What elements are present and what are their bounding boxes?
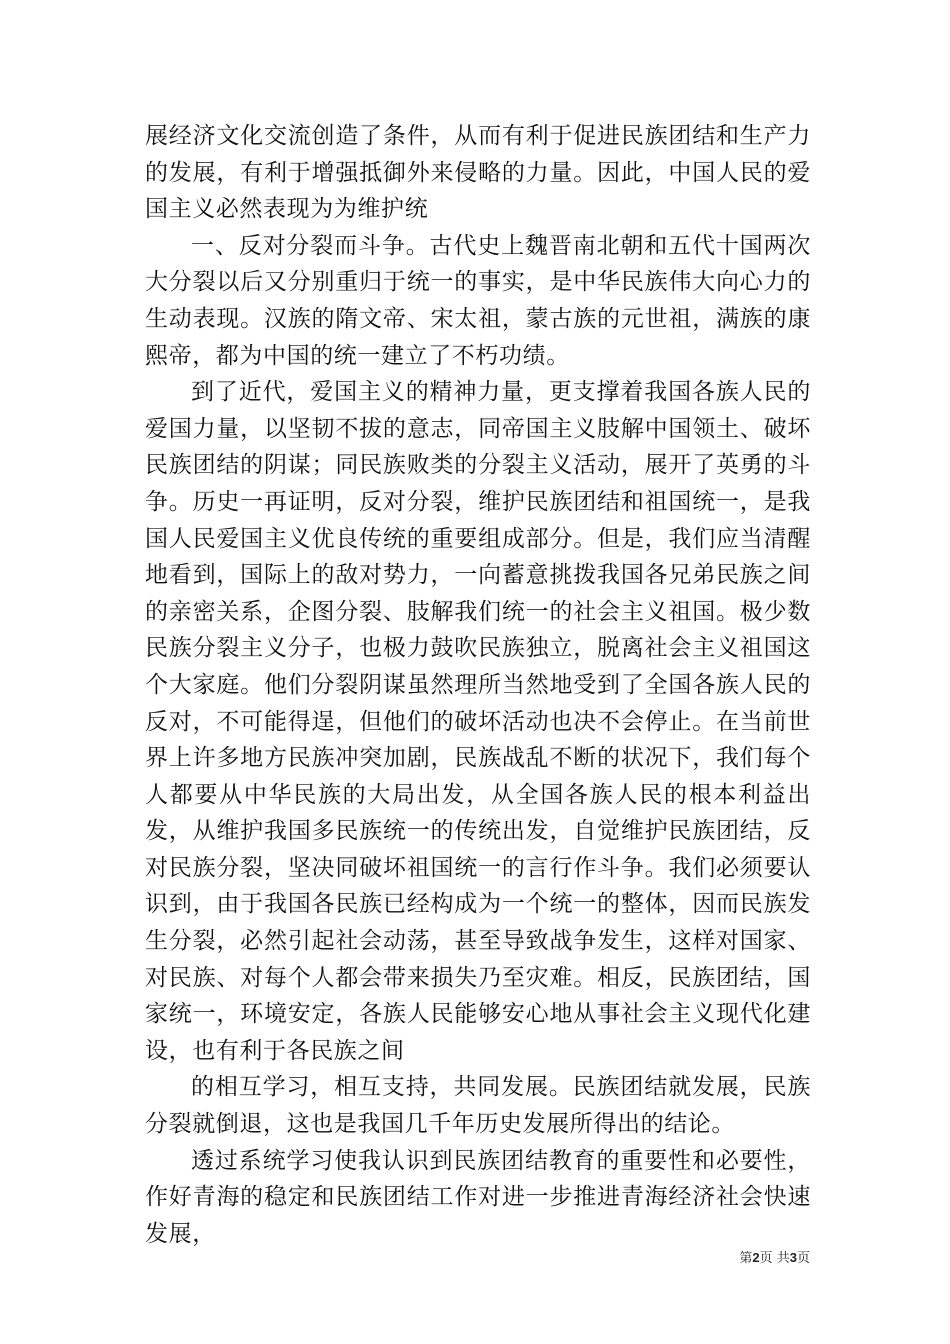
total-page-number: 3 xyxy=(789,1250,797,1265)
paragraph-5: 透过系统学习使我认识到民族团结教育的重要性和必要性，作好青海的稳定和民族团结工作对进一步推进青海经济社会快速发展， xyxy=(145,1147,811,1247)
page-footer xyxy=(690,1247,810,1266)
footer-suffix: 页 xyxy=(796,1251,810,1266)
footer-prefix: 第 xyxy=(739,1251,753,1266)
paragraph-4: 的相互学习，相互支持，共同发展。民族团结就发展，民族分裂就倒退，这也是我国几千年历史发展所得出的结论。 xyxy=(145,1074,811,1138)
current-page-number: 2 xyxy=(752,1250,760,1265)
paragraph-1: 展经济文化交流创造了条件，从而有利于促进民族团结和生产力的发展，有利于增强抵御外来侵略的力量。因此，中国人民的爱国主义必然表现为为维护统 xyxy=(145,123,811,223)
document-page xyxy=(145,118,811,1252)
paragraph-3: 到了近代，爱国主义的精神力量，更支撑着我国各族人民的爱国力量，以坚韧不拔的意志，同帝国主义肢解中国领土、破坏民族团结的阴谋；同民族败类的分裂主义活动，展开了英勇的斗争。历史一再证明，反对分裂，维护民族团结和祖国统一，是我国人民爱国主义优良传统的重要组成部分。但是，我们应当清醒地看到，国际上的敌对势力，一向蓄意挑拨我国各兄弟民族之间的亲密关系，企图分裂、肢解我们统一的社会主义祖国。极少数民族分裂主义分子，也极力鼓吹民族独立，脱离社会主义祖国这个大家庭。他们分裂阴谋虽然理所当然地受到了全国各族人民的反对，不可能得逞，但他们的破坏活动也决不会停止。在当前世界上许多地方民族冲突加剧，民族战乱不断的状况下，我们每个人都要从中华民族的大局出发，从全国各族人民的根本利益出发，从维护我国多民族统一的传统出发，自觉维护民族团结，反对民族分裂，坚决同破坏祖国统一的言行作斗争。我们必须要认识到，由于我国各民族已经构成为一个统一的整体，因而民族发生分裂，必然引起社会动荡，甚至导致战争发生，这样对国家、对民族、对每个人都会带来损失乃至灾难。相反，民族团结，国家统一，环境安定，各族人民能够安心地从事社会主义现代化建设，也有利于各民族之间 xyxy=(145,379,811,1064)
footer-middle: 页 共 xyxy=(759,1251,790,1266)
paragraph-2: 一、反对分裂而斗争。古代史上魏晋南北朝和五代十国两次大分裂以后又分别重归于统一的事实，是中华民族伟大向心力的生动表现。汉族的隋文帝、宋太祖，蒙古族的元世祖，满族的康熙帝，都为中国的统一建立了不朽功绩。 xyxy=(145,232,811,369)
